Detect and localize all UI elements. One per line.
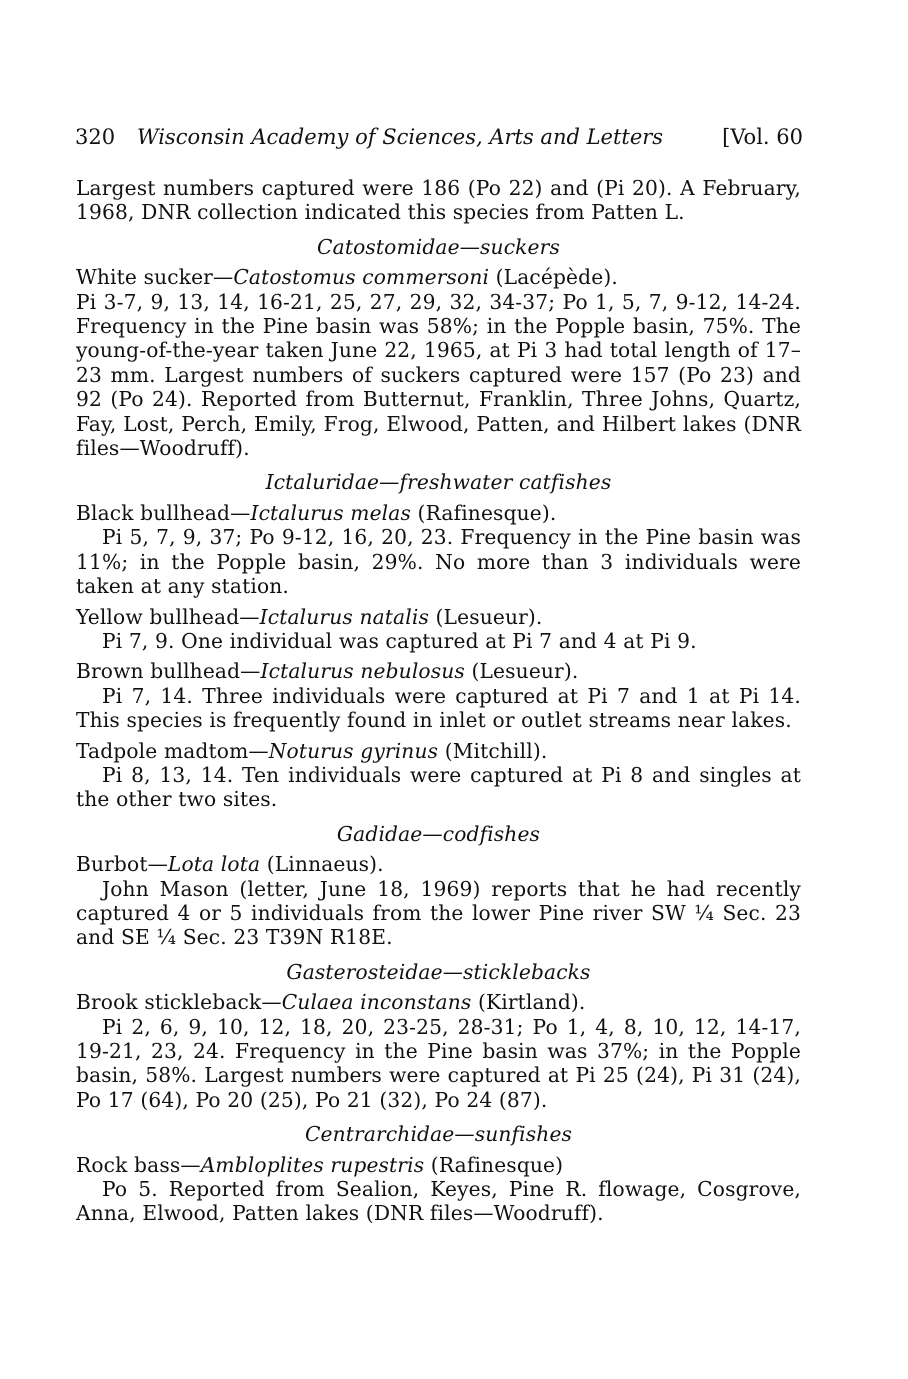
volume-number: [Vol. 60 bbox=[722, 125, 803, 149]
family-heading-ictaluridae: Ictaluridae—freshwater catfishes bbox=[265, 470, 612, 495]
scientific-name: Lota lota bbox=[167, 852, 261, 877]
species-text-rock-bass: Po 5. Reported from Sealion, Keyes, Pine R. flowage, Cosgrove, Anna, Elwood, Patten lakes (DNR files—Woodruff). bbox=[76, 1177, 801, 1226]
species-text-brown-bullhead: Pi 7, 14. Three individuals were captured at Pi 7 and 1 at Pi 14. This species is frequently found in inlet or outlet streams near lakes. bbox=[76, 683, 801, 733]
species-title-yellow-bullhead: Yellow bullhead—Ictalurus natalis (Lesueur). bbox=[76, 604, 543, 629]
species-text-white-sucker: Pi 3-7, 9, 13, 14, 16-21, 25, 27, 29, 32, 34-37; Po 1, 5, 7, 9-12, 14-24. Frequency in the Pine basin was 58%; in the Popple basin, 75%. The young-of-the-year taken June 22, 1965, at Pi 3 had total length of 17–23 mm. Largest numbers of suckers captured were 157 (Po 23) and 92 (Po 24). Reported from Butternut, Franklin, Three Johns, Quartz, Fay, Lost, Perch, Emily, Frog, Elwood, Patten, and Hilbert lakes (DNR files—Woodruff). bbox=[76, 289, 801, 461]
scientific-name: Ictalurus melas bbox=[250, 500, 411, 525]
species-title-white-sucker: White sucker—Catostomus commersoni (Lacépède). bbox=[76, 265, 618, 290]
scientific-name: Ambloplites rupestris bbox=[200, 1152, 425, 1177]
species-text-black-bullhead: Pi 5, 7, 9, 37; Po 9-12, 16, 20, 23. Frequency in the Pine basin was 11%; in the Popple basin, 29%. No more than 3 individuals were taken at any station. bbox=[76, 525, 801, 599]
species-title-brook-stickleback: Brook stickleback—Culaea inconstans (Kirtland). bbox=[76, 990, 586, 1015]
page-body bbox=[76, 176, 801, 1226]
scientific-name: Culaea inconstans bbox=[281, 990, 472, 1015]
family-heading-catostomidae: Catostomidae—suckers bbox=[317, 234, 560, 259]
species-text-brook-stickleback: Pi 2, 6, 9, 10, 12, 18, 20, 23-25, 28-31; Po 1, 4, 8, 10, 12, 14-17, 19-21, 23, 24. Frequency in the Pine basin was 37%; in the Popple basin, 58%. Largest numbers were captured at Pi 25 (24), Pi 31 (24), Po 17 (64), Po 20 (25), Po 21 (32), Po 24 (87). bbox=[76, 1014, 801, 1112]
species-text-yellow-bullhead: Pi 7, 9. One individual was captured at Pi 7 and 4 at Pi 9. bbox=[102, 628, 697, 653]
family-heading-gadidae: Gadidae—codfishes bbox=[336, 821, 541, 846]
species-text-burbot: John Mason (letter, June 18, 1969) reports that he had recently captured 4 or 5 individuals from the lower Pine river SW ¼ Sec. 23 and SE ¼ Sec. 23 T39N R18E. bbox=[76, 876, 801, 950]
scientific-name: Catostomus commersoni bbox=[233, 265, 490, 290]
scientific-name: Ictalurus nebulosus bbox=[260, 659, 465, 684]
family-heading-gasterosteidae: Gasterosteidae—sticklebacks bbox=[286, 959, 591, 984]
journal-title: Wisconsin Academy of Sciences, Arts and Letters bbox=[137, 125, 664, 149]
scientific-name: Noturus gyrinus bbox=[268, 738, 439, 763]
species-title-black-bullhead: Black bullhead—Ictalurus melas (Rafinesque). bbox=[76, 500, 557, 525]
species-title-brown-bullhead: Brown bullhead—Ictalurus nebulosus (Lesueur). bbox=[76, 659, 579, 684]
family-heading-centrarchidae: Centrarchidae—sunfishes bbox=[304, 1122, 573, 1147]
species-title-rock-bass: Rock bass—Ambloplites rupestris (Rafinesque) bbox=[76, 1152, 564, 1177]
species-title-burbot: Burbot—Lota lota (Linnaeus). bbox=[76, 852, 384, 877]
species-text-tadpole-madtom: Pi 8, 13, 14. Ten individuals were captured at Pi 8 and singles at the other two sites. bbox=[76, 762, 801, 812]
intro-paragraph: Largest numbers captured were 186 (Po 22) and (Pi 20). A February, 1968, DNR collection indicated this species from Patten L. bbox=[76, 176, 801, 225]
species-title-tadpole-madtom: Tadpole madtom—Noturus gyrinus (Mitchill). bbox=[76, 738, 548, 763]
scientific-name: Ictalurus natalis bbox=[259, 604, 429, 629]
page-number: 320 bbox=[75, 125, 116, 149]
